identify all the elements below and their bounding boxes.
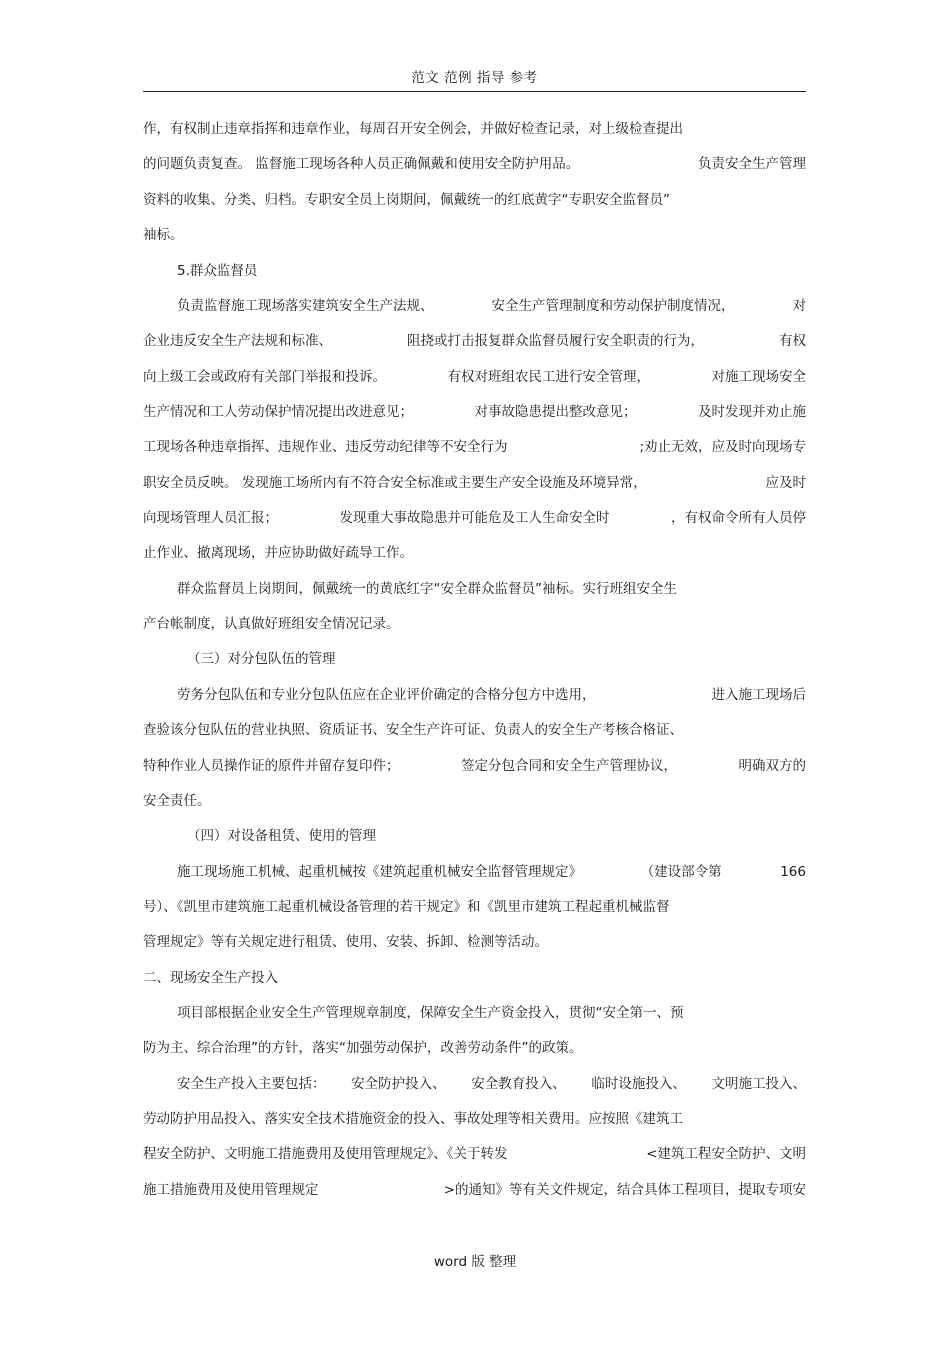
paragraph-line: 的问题负责复查。 监督施工现场各种人员正确佩戴和使用安全防护用品。 负责安全生产管理 xyxy=(143,156,806,172)
section-heading: （四）对设备租赁、使用的管理 xyxy=(187,828,376,844)
paragraph-line: 向上级工会或政府有关部门举报和投诉。 有权对班组农民工进行安全管理， 对施工现场安全 xyxy=(143,369,806,385)
paragraph-line: 安全责任。 xyxy=(143,793,211,809)
section-heading: 5.群众监督员 xyxy=(177,263,258,279)
paragraph-line: 劳务分包队伍和专业分包队伍应在企业评价确定的合格分包方中选用， 进入施工现场后 xyxy=(177,687,806,703)
paragraph-line: 工现场各种违章指挥、违规作业、违反劳动纪律等不安全行为 ;劝止无效，应及时向现场专 xyxy=(143,439,806,455)
paragraph-line: 特种作业人员操作证的原件并留存复印件； 签定分包合同和安全生产管理协议， 明确双方的 xyxy=(143,758,806,774)
paragraph-line: 产台帐制度，认真做好班组安全情况记录。 xyxy=(143,616,400,632)
paragraph-line: 群众监督员上岗期间，佩戴统一的黄底红字“安全群众监督员”袖标。实行班组安全生 xyxy=(177,581,677,597)
paragraph-line: 号）、《凯里市建筑施工起重机械设备管理的若干规定》和《凯里市建筑工程起重机械监督 xyxy=(143,899,670,915)
paragraph-line: 防为主、综合治理”的方针，落实“加强劳动保护，改善劳动条件”的政策。 xyxy=(143,1040,583,1056)
paragraph-line: 管理规定》等有关规定进行租赁、使用、安装、拆卸、检测等活动。 xyxy=(143,934,548,950)
paragraph-line: 向现场管理人员汇报； 发现重大事故隐患并可能危及工人生命安全时 ，有权命令所有人员停 xyxy=(143,510,806,526)
paragraph-line: 安全生产投入主要包括： 安全防护投入、 安全教育投入、 临时设施投入、 文明施工投入、 xyxy=(177,1076,806,1092)
paragraph-line: 查验该分包队伍的营业执照、资质证书、安全生产许可证、负责人的安全生产考核合格证、 xyxy=(143,722,683,738)
paragraph-line: 袖标。 xyxy=(143,227,184,243)
section-heading: 二、现场安全生产投入 xyxy=(143,970,278,986)
paragraph-line: 职安全员反映。 发现施工场所内有不符合安全标准或主要生产安全设施及环境异常， 应及时 xyxy=(143,475,806,491)
paragraph-line: 生产情况和工人劳动保护情况提出改进意见； 对事故隐患提出整改意见； 及时发现并劝止施 xyxy=(143,404,806,420)
paragraph-line: 负责监督施工现场落实建筑安全生产法规、 安全生产管理制度和劳动保护制度情况， 对 xyxy=(177,298,806,314)
paragraph-line: 企业违反安全生产法规和标准、 阻挠或打击报复群众监督员履行安全职责的行为， 有权 xyxy=(143,333,806,349)
page-header: 范文 范例 指导 参考 xyxy=(411,70,538,86)
paragraph-line: 施工现场施工机械、起重机械按《建筑起重机械安全监督管理规定》 （建设部令第 166 xyxy=(177,864,806,880)
paragraph-line: 施工措施费用及使用管理规定 >的通知》等有关文件规定，结合具体工程项目，提取专项安 xyxy=(143,1182,806,1198)
paragraph-line: 作，有权制止违章指挥和违章作业，每周召开安全例会，并做好检查记录，对上级检查提出 xyxy=(143,121,683,137)
section-heading: （三）对分包队伍的管理 xyxy=(187,651,336,667)
paragraph-line: 项目部根据企业安全生产管理规章制度，保障安全生产资金投入，贯彻“安全第一、预 xyxy=(177,1005,684,1021)
paragraph-line: 止作业、撤离现场，并应协助做好疏导工作。 xyxy=(143,545,413,561)
paragraph-line: 程安全防护、文明施工措施费用及使用管理规定》、《关于转发 <建筑工程安全防护、文明 xyxy=(143,1146,806,1162)
page-footer: word 版 整理 xyxy=(433,1254,517,1270)
header-divider xyxy=(143,91,806,92)
paragraph-line: 劳动防护用品投入、落实安全技术措施资金的投入、事故处理等相关费用。应按照《建筑工 xyxy=(143,1111,683,1127)
paragraph-line: 资料的收集、分类、归档。专职安全员上岗期间，佩戴统一的红底黄字“专职安全监督员” xyxy=(143,192,670,208)
